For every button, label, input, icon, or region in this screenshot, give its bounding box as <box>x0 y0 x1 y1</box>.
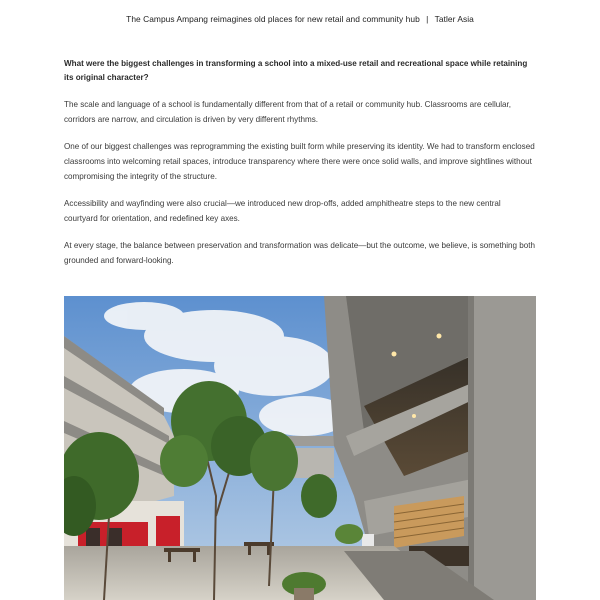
courtyard-illustration <box>64 296 536 600</box>
courtyard-photo <box>64 296 536 600</box>
header-publication: Tatler Asia <box>434 14 474 24</box>
header-separator: | <box>426 14 429 24</box>
page-header <box>0 14 600 24</box>
answer-paragraph-1: The scale and language of a school is fundamentally different from that of a retail or community hub. Classrooms are cellular, corridors are narrow, and circulation is driven by very different rhythms. <box>64 100 512 124</box>
interview-question: What were the biggest challenges in transforming a school into a mixed-use retail and recreational space while retaining its original character? <box>64 59 528 82</box>
answer-paragraph-3: Accessibility and wayfinding were also crucial—we introduced new drop-offs, added amphitheatre steps to the new central courtyard for orientation, and redefined key axes. <box>64 199 501 223</box>
article-body <box>64 57 536 282</box>
answer-paragraph-4: At every stage, the balance between preservation and transformation was delicate—but the outcome, we believe, is something both grounded and forward-looking. <box>64 241 536 265</box>
answer-paragraph-2: One of our biggest challenges was reprogramming the existing built form while preserving its identity. We had to transform enclosed classrooms into welcoming retail spaces, introduce transparency where there were once solid walls, and improve sightlines without compromising the integrity of the structure. <box>64 142 535 181</box>
header-title: The Campus Ampang reimagines old places for new retail and community hub <box>126 14 420 24</box>
